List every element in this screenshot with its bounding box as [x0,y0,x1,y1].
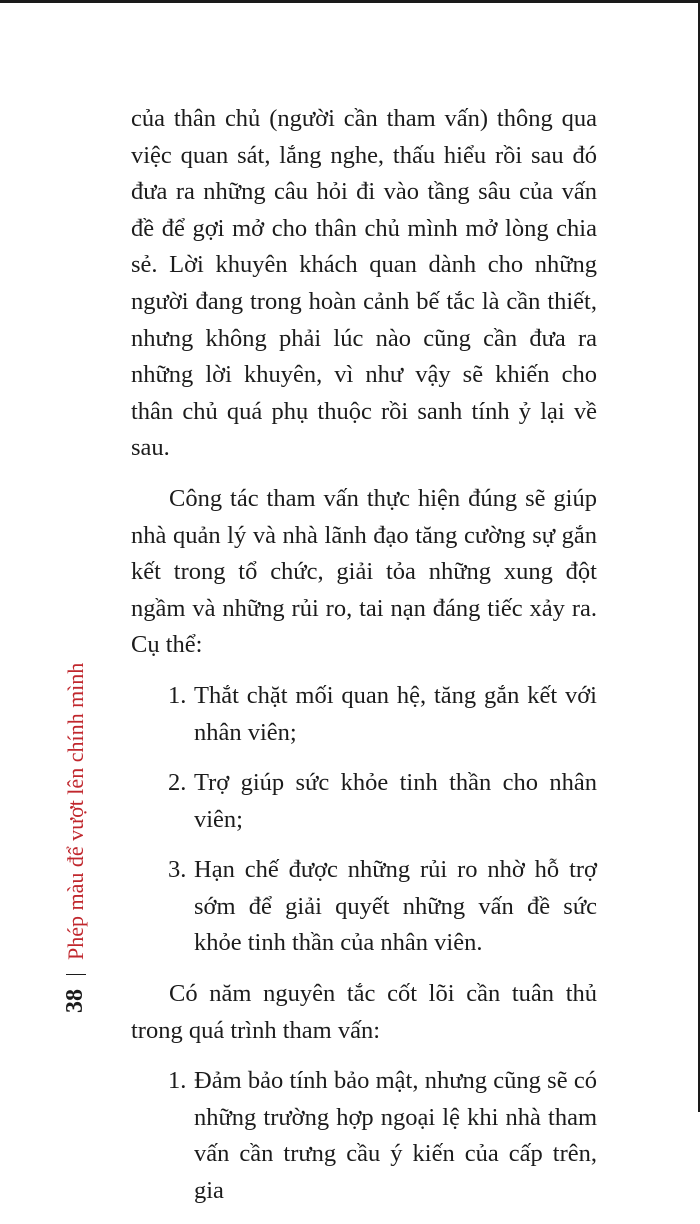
running-header [62,663,89,1013]
principles-list [131,1063,597,1209]
page-number: 38 [62,989,88,1013]
paragraph: Công tác tham vấn thực hiện đúng sẽ giúp nhà quản lý và nhà lãnh đạo tăng cường sự gắn kết trong tổ chức, giải tỏa những xung đột ngầm và những rủi ro, tai nạn đáng tiếc xảy ra. Cụ thể: [131,484,597,659]
paragraph: của thân chủ (người cần tham vấn) thông qua việc quan sát, lắng nghe, thấu hiểu rồi sau đó đưa ra những câu hỏi đi vào tầng sâu của vấn đề để gợi mở cho thân chủ mình mở lòng chia sẻ. Lời khuyên khách quan dành cho những người đang trong hoàn cảnh bế tắc là cần thiết, nhưng không phải lúc nào cũng cần đưa ra những lời khuyên, vì như vậy sẽ khiến cho thân chủ quá phụ thuộc rồi sanh tính ỷ lại về sau. [131,105,597,462]
list-item-number: 2. [168,769,187,797]
list-item [131,678,597,751]
benefits-list [131,678,597,962]
list-item-number: 1. [168,681,187,709]
list-item-number: 3. [168,856,187,884]
list-item-text: Trợ giúp sức khỏe tinh thần cho nhân viên; [194,769,597,833]
book-title: Phép màu để vượt lên chính mình [62,662,88,960]
list-item-text: Hạn chế được những rủi ro nhờ hỗ trợ sớm để giải quyết những vấn đề sức khỏe tinh thần của nhân viên. [194,856,597,957]
body-text [131,101,597,1224]
list-item [131,1063,597,1209]
list-item [131,852,597,962]
paragraph: Có năm nguyên tắc cốt lõi cần tuân thủ trong quá trình tham vấn: [131,980,597,1044]
list-item [131,765,597,838]
list-item-text: Đảm bảo tính bảo mật, nhưng cũng sẽ có những trường hợp ngoại lệ khi nhà tham vấn cần trưng cầu ý kiến của cấp trên, gia [194,1067,597,1205]
list-item-text: Thắt chặt mối quan hệ, tăng gắn kết với nhân viên; [194,681,597,746]
list-item-number: 1. [168,1067,187,1095]
header-divider [66,974,86,975]
